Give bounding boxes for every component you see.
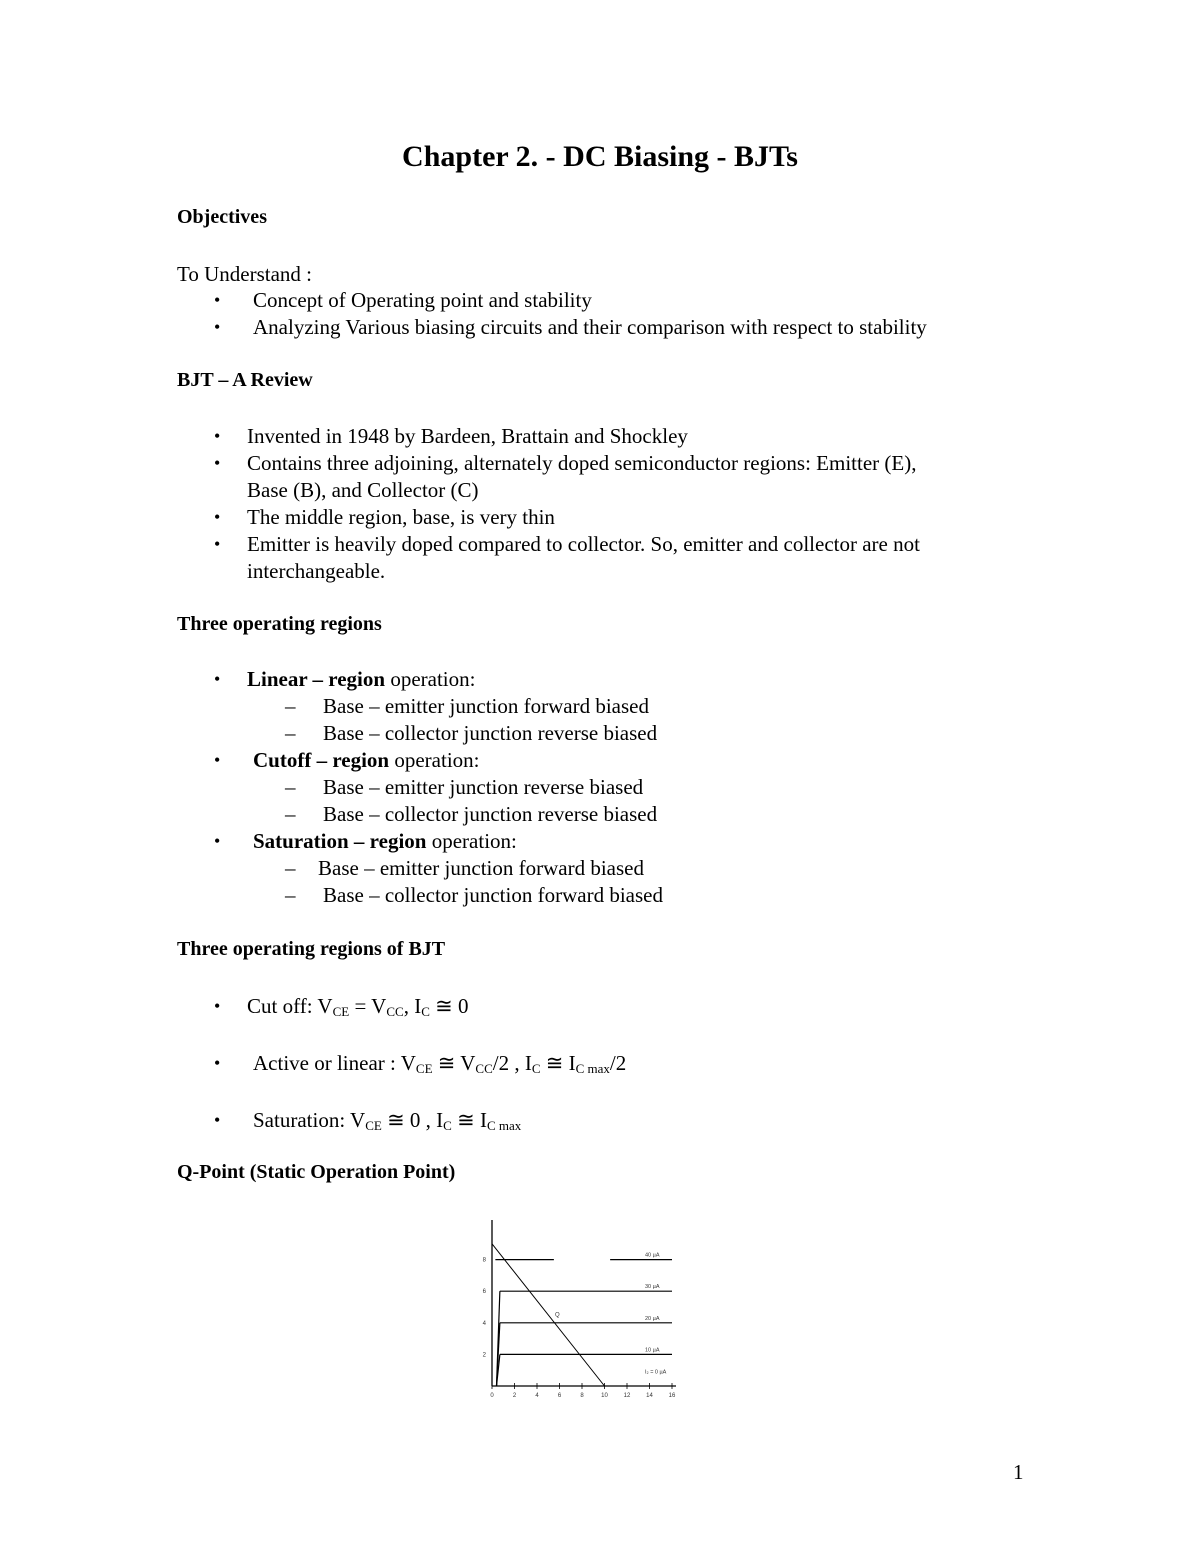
cutoff-region-label: Cutoff – region (253, 748, 390, 772)
saturation-region-rest: operation: (426, 829, 517, 853)
linear-region-rest: operation: (385, 667, 476, 691)
x-tick-label: 16 (668, 1393, 676, 1399)
bullet-icon: • (214, 750, 221, 770)
bullet-icon: • (214, 507, 221, 527)
objective-item: Concept of Operating point and stability (253, 288, 592, 312)
x-tick-label: 14 (646, 1393, 653, 1399)
x-tick-label: 10 (601, 1393, 608, 1399)
curve-label: 20 µA (645, 1315, 660, 1322)
sub-item: Base – collector junction reverse biased (323, 721, 658, 745)
sub-item: Base – emitter junction reverse biased (323, 775, 644, 799)
q-point-label: Q (555, 1312, 560, 1319)
linear-region-label: Linear – region (247, 667, 386, 691)
dash-icon: – (285, 721, 296, 745)
x-tick-label: 12 (623, 1393, 631, 1399)
review-item: Contains three adjoining, alternately doped semiconductor regions: Emitter (E), (247, 451, 917, 475)
cutoff-region-rest: operation: (389, 748, 480, 772)
y-tick-label: 8 (482, 1257, 486, 1264)
x-tick-label: 0 (490, 1393, 494, 1399)
sub-item: Base – collector junction reverse biased (323, 802, 658, 826)
y-tick-label: 4 (482, 1320, 486, 1327)
dash-icon: – (285, 856, 296, 880)
x-tick-label: 8 (580, 1393, 584, 1399)
q-point-chart (460, 1210, 700, 1410)
bjt-regions-heading: Three operating regions of BJT (177, 938, 446, 960)
bullet-icon: • (214, 996, 221, 1016)
objectives-heading: Objectives (177, 206, 267, 228)
bullet-icon: • (214, 453, 221, 473)
sub-item: Base – collector junction forward biased (323, 883, 663, 907)
sub-item: Base – emitter junction forward biased (323, 694, 649, 718)
y-tick-label: 6 (482, 1289, 486, 1296)
curve-label: 30 µA (645, 1284, 660, 1291)
page-title: Chapter 2. - DC Biasing - BJTs (402, 140, 798, 173)
y-tick-label: 2 (482, 1352, 486, 1359)
bullet-icon: • (214, 669, 221, 689)
review-item: Emitter is heavily doped compared to collector. So, emitter and collector are not (247, 532, 920, 556)
qpoint-heading: Q-Point (Static Operation Point) (177, 1161, 456, 1183)
active-formula: Active or linear : $V_{CE}$ ≅ $V_{CC}/2$ , $I_C$ ≅ $I_{C max}/2$ (253, 1051, 627, 1076)
curve-label: 10 µA (645, 1347, 660, 1354)
bullet-icon: • (214, 1110, 221, 1130)
bullet-icon: • (214, 831, 221, 851)
dash-icon: – (285, 694, 296, 718)
bullet-icon: • (214, 1053, 221, 1073)
objectives-intro: To Understand : (177, 262, 313, 286)
review-item-continued: interchangeable. (247, 559, 386, 583)
regions-heading: Three operating regions (177, 613, 382, 635)
linear-region-item (247, 667, 475, 692)
sub-item: Base – emitter junction forward biased (318, 856, 644, 880)
cutoff-formula: Cut off: $V_{CE} = V_{CC}$, $I_C$ ≅ 0 (247, 994, 469, 1019)
dash-icon: – (285, 883, 296, 907)
review-heading: BJT – A Review (177, 369, 313, 391)
x-tick-label: 6 (557, 1393, 562, 1399)
curve-label: 40 µA (645, 1252, 660, 1259)
curve-label: I₂ = 0 µA (645, 1369, 667, 1376)
saturation-region-item (253, 829, 517, 854)
bullet-icon: • (214, 317, 221, 337)
bullet-icon: • (214, 534, 221, 554)
review-item-continued: Base (B), and Collector (C) (247, 478, 479, 502)
load-line (492, 1244, 605, 1386)
x-tick-label: 4 (535, 1393, 539, 1399)
x-tick-label: 2 (512, 1393, 517, 1399)
saturation-region-label: Saturation – region (253, 829, 427, 853)
bullet-icon: • (214, 290, 221, 310)
dash-icon: – (285, 802, 296, 826)
page-number: 1 (1013, 1460, 1024, 1484)
dash-icon: – (285, 775, 296, 799)
bullet-icon: • (214, 426, 221, 446)
review-item: Invented in 1948 by Bardeen, Brattain and Shockley (247, 424, 688, 448)
saturation-formula: Saturation: $V_{CE}$ ≅ 0 , $I_C$ ≅ $I_{C max}$ (253, 1108, 522, 1133)
review-item: The middle region, base, is very thin (247, 505, 555, 529)
cutoff-region-item (253, 748, 480, 773)
objective-item: Analyzing Various biasing circuits and their comparison with respect to stability (253, 315, 927, 339)
